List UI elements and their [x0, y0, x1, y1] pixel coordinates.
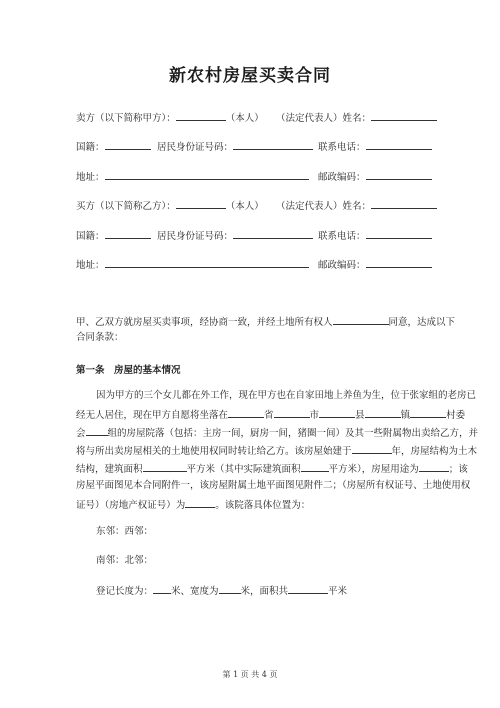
buyer-nationality: 国籍：	[76, 229, 151, 243]
buyer-legal-rep: （法定代表人）姓名：	[276, 199, 437, 213]
east-west-neighbors: 东邻：西邻：	[96, 526, 154, 537]
south-north-neighbors: 南邻：北邻：	[96, 555, 154, 566]
seller-name-blank	[176, 111, 226, 121]
intro-line-1: 甲、乙双方就房屋买卖事项，经协商一致，并经土地所有权人 同意，达成以下	[76, 317, 456, 328]
buyer-phone: 联系电话：	[318, 229, 432, 243]
buyer-personal: （本人）	[225, 201, 264, 212]
article-1-heading: 第一条 房屋的基本情况	[76, 365, 181, 376]
article-1-line-3: 会 组的房屋院落（包括：主房一间，厨房一间，猪圈一间）及其一些附属物出卖给乙方，并	[76, 428, 479, 439]
article-1-line-1: 因为甲方的三个女儿都在外工作，现在甲方也在自家田地上养鱼为生，位于张家组的老房已	[96, 390, 477, 401]
buyer-name-blank	[176, 199, 226, 209]
article-1-line-5: 结构，建筑面积 平方米（其中实际建筑面积 平方米），房屋用途为 ；该	[76, 464, 468, 475]
seller-id: 居民身份证号码：	[157, 140, 313, 154]
buyer-address: 地址：	[76, 258, 309, 272]
registered-dimensions: 登记长度为： 米、宽度为 米，面积共 平米	[96, 586, 348, 597]
seller-postcode: 邮政编码：	[318, 170, 432, 184]
article-1-line-2: 经无人居住，现在甲方自愿将坐落在 省 市 县 镇 村委	[76, 410, 466, 421]
seller-legal-rep: （法定代表人）姓名：	[276, 111, 437, 125]
seller-line	[76, 111, 264, 125]
seller-phone: 联系电话：	[318, 140, 432, 154]
page-footer: 第 1 页 共 4 页	[222, 670, 278, 679]
buyer-postcode: 邮政编码：	[318, 258, 432, 272]
seller-label: 卖方（以下简称甲方）：	[76, 113, 176, 124]
seller-legal-rep-blank	[371, 111, 437, 121]
article-1-line-4: 将与所出卖房屋相关的土地使用权同时转让给乙方。该房屋始建于 年，房屋结构为土木	[76, 446, 478, 457]
article-1-line-6: 房屋平面图见本合同附件一，该房屋附属土地平面图见附件二；（房屋所有权证号、土地使用权	[76, 480, 471, 491]
document-title: 新农村房屋买卖合同	[169, 66, 331, 86]
buyer-id: 居民身份证号码：	[157, 229, 313, 243]
seller-nationality: 国籍：	[76, 140, 151, 154]
article-1-line-7: 证号）（房地产权证号）为 。该院落具体位置为：	[76, 500, 311, 511]
buyer-line	[76, 199, 264, 213]
seller-personal: （本人）	[225, 113, 264, 124]
intro-line-2: 合同条款：	[76, 332, 124, 343]
seller-address: 地址：	[76, 170, 309, 184]
buyer-label: 买方（以下简称乙方）：	[76, 201, 176, 212]
